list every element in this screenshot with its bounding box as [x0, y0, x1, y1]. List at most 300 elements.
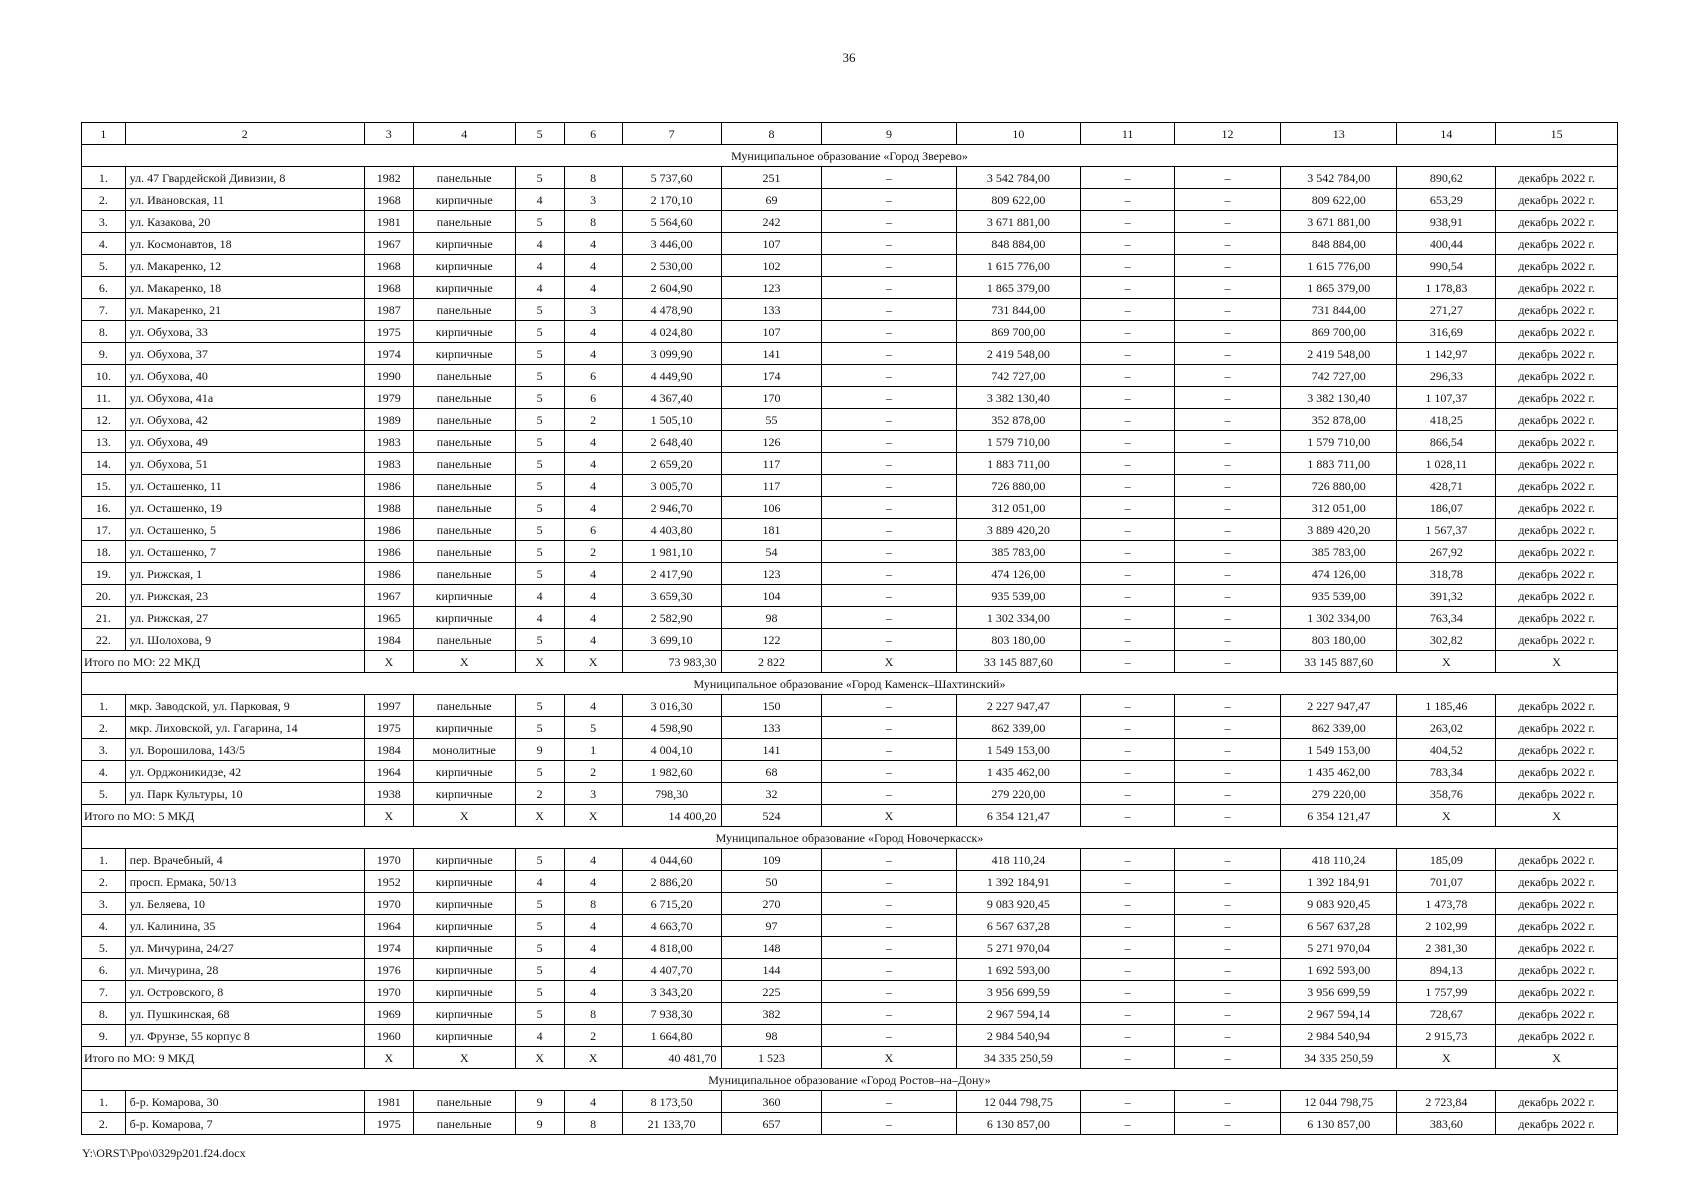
cell-col-15: декабрь 2022 г. — [1496, 453, 1618, 475]
table-row — [82, 1025, 1618, 1047]
cell-col-13: 352 878,00 — [1280, 409, 1396, 431]
total-cell-col-6: X — [564, 1047, 622, 1069]
column-header-1: 1 — [82, 123, 126, 145]
cell-col-6: 4 — [564, 431, 622, 453]
cell-col-1: 11. — [82, 387, 126, 409]
table-row — [82, 607, 1618, 629]
cell-col-7: 8 173,50 — [622, 1091, 721, 1113]
cell-col-14: 1 567,37 — [1397, 519, 1496, 541]
cell-col-14: 1 028,11 — [1397, 453, 1496, 475]
cell-col-11: – — [1081, 431, 1175, 453]
cell-col-15: декабрь 2022 г. — [1496, 871, 1618, 893]
table-row — [82, 959, 1618, 981]
cell-col-11: – — [1081, 343, 1175, 365]
total-cell-col-9: X — [822, 651, 956, 673]
cell-col-12: – — [1174, 387, 1280, 409]
cell-col-6: 4 — [564, 563, 622, 585]
cell-col-4: кирпичные — [413, 255, 515, 277]
total-cell-col-14: X — [1397, 805, 1496, 827]
cell-col-3: 1983 — [364, 453, 413, 475]
cell-col-12: – — [1174, 717, 1280, 739]
cell-col-10: 9 083 920,45 — [956, 893, 1081, 915]
cell-col-9: – — [822, 255, 956, 277]
municipality-title: Муниципальное образование «Город Каменск–Шахтинский» — [82, 673, 1618, 695]
cell-col-13: 731 844,00 — [1280, 299, 1396, 321]
cell-col-3: 1965 — [364, 607, 413, 629]
total-cell-col-7: 73 983,30 — [622, 651, 721, 673]
cell-col-14: 938,91 — [1397, 211, 1496, 233]
cell-col-10: 1 549 153,00 — [956, 739, 1081, 761]
total-row — [82, 1047, 1618, 1069]
cell-col-4: панельные — [413, 629, 515, 651]
cell-col-5: 5 — [515, 519, 564, 541]
cell-col-10: 2 984 540,94 — [956, 1025, 1081, 1047]
total-cell-col-5: X — [515, 651, 564, 673]
cell-col-11: – — [1081, 717, 1175, 739]
cell-col-10: 418 110,24 — [956, 849, 1081, 871]
cell-col-8: 68 — [721, 761, 822, 783]
cell-col-6: 4 — [564, 981, 622, 1003]
cell-col-10: 1 302 334,00 — [956, 607, 1081, 629]
column-header-3: 3 — [364, 123, 413, 145]
cell-col-2: ул. Обухова, 42 — [125, 409, 364, 431]
register-body — [82, 145, 1618, 1135]
cell-col-2: б-р. Комарова, 7 — [125, 1113, 364, 1135]
cell-col-10: 848 884,00 — [956, 233, 1081, 255]
total-cell-col-8: 524 — [721, 805, 822, 827]
cell-col-14: 418,25 — [1397, 409, 1496, 431]
cell-col-6: 3 — [564, 189, 622, 211]
cell-col-4: панельные — [413, 1091, 515, 1113]
cell-col-11: – — [1081, 981, 1175, 1003]
cell-col-15: декабрь 2022 г. — [1496, 299, 1618, 321]
cell-col-8: 657 — [721, 1113, 822, 1135]
cell-col-3: 1964 — [364, 915, 413, 937]
cell-col-11: – — [1081, 1113, 1175, 1135]
cell-col-6: 3 — [564, 299, 622, 321]
cell-col-8: 174 — [721, 365, 822, 387]
cell-col-1: 16. — [82, 497, 126, 519]
cell-col-2: ул. Обухова, 37 — [125, 343, 364, 365]
cell-col-8: 181 — [721, 519, 822, 541]
cell-col-3: 1986 — [364, 541, 413, 563]
cell-col-14: 866,54 — [1397, 431, 1496, 453]
cell-col-9: – — [822, 893, 956, 915]
cell-col-12: – — [1174, 585, 1280, 607]
cell-col-1: 15. — [82, 475, 126, 497]
table-row — [82, 519, 1618, 541]
cell-col-6: 8 — [564, 167, 622, 189]
cell-col-13: 3 382 130,40 — [1280, 387, 1396, 409]
cell-col-2: ул. Фрунзе, 55 корпус 8 — [125, 1025, 364, 1047]
cell-col-15: декабрь 2022 г. — [1496, 1003, 1618, 1025]
cell-col-10: 935 539,00 — [956, 585, 1081, 607]
cell-col-1: 10. — [82, 365, 126, 387]
cell-col-11: – — [1081, 277, 1175, 299]
cell-col-11: – — [1081, 189, 1175, 211]
cell-col-3: 1952 — [364, 871, 413, 893]
cell-col-3: 1987 — [364, 299, 413, 321]
cell-col-6: 2 — [564, 541, 622, 563]
total-cell-col-4: X — [413, 1047, 515, 1069]
cell-col-7: 3 005,70 — [622, 475, 721, 497]
cell-col-4: кирпичные — [413, 937, 515, 959]
cell-col-11: – — [1081, 409, 1175, 431]
cell-col-4: панельные — [413, 365, 515, 387]
cell-col-12: – — [1174, 1003, 1280, 1025]
cell-col-10: 1 392 184,91 — [956, 871, 1081, 893]
housing-register-table — [81, 122, 1618, 1135]
cell-col-9: – — [822, 915, 956, 937]
cell-col-11: – — [1081, 915, 1175, 937]
cell-col-9: – — [822, 783, 956, 805]
cell-col-8: 117 — [721, 453, 822, 475]
cell-col-2: ул. Рижская, 1 — [125, 563, 364, 585]
cell-col-9: – — [822, 1025, 956, 1047]
total-cell-col-15: X — [1496, 1047, 1618, 1069]
cell-col-15: декабрь 2022 г. — [1496, 981, 1618, 1003]
cell-col-9: – — [822, 849, 956, 871]
cell-col-6: 4 — [564, 695, 622, 717]
cell-col-8: 107 — [721, 321, 822, 343]
cell-col-7: 1 505,10 — [622, 409, 721, 431]
cell-col-10: 1 692 593,00 — [956, 959, 1081, 981]
total-row — [82, 805, 1618, 827]
cell-col-8: 98 — [721, 1025, 822, 1047]
cell-col-11: – — [1081, 959, 1175, 981]
cell-col-1: 19. — [82, 563, 126, 585]
cell-col-1: 7. — [82, 299, 126, 321]
cell-col-7: 2 582,90 — [622, 607, 721, 629]
cell-col-9: – — [822, 387, 956, 409]
cell-col-12: – — [1174, 959, 1280, 981]
cell-col-9: – — [822, 233, 956, 255]
table-row — [82, 761, 1618, 783]
cell-col-13: 1 615 776,00 — [1280, 255, 1396, 277]
cell-col-3: 1986 — [364, 475, 413, 497]
cell-col-14: 267,92 — [1397, 541, 1496, 563]
cell-col-14: 383,60 — [1397, 1113, 1496, 1135]
cell-col-11: – — [1081, 453, 1175, 475]
cell-col-13: 3 542 784,00 — [1280, 167, 1396, 189]
cell-col-11: – — [1081, 475, 1175, 497]
cell-col-15: декабрь 2022 г. — [1496, 343, 1618, 365]
total-cell-col-3: X — [364, 651, 413, 673]
cell-col-4: кирпичные — [413, 189, 515, 211]
cell-col-4: панельные — [413, 387, 515, 409]
cell-col-11: – — [1081, 937, 1175, 959]
table-row — [82, 585, 1618, 607]
total-cell-col-10: 34 335 250,59 — [956, 1047, 1081, 1069]
cell-col-8: 270 — [721, 893, 822, 915]
cell-col-12: – — [1174, 475, 1280, 497]
cell-col-10: 1 865 379,00 — [956, 277, 1081, 299]
cell-col-6: 4 — [564, 959, 622, 981]
cell-col-9: – — [822, 541, 956, 563]
cell-col-2: ул. Макаренко, 12 — [125, 255, 364, 277]
cell-col-13: 862 339,00 — [1280, 717, 1396, 739]
cell-col-15: декабрь 2022 г. — [1496, 167, 1618, 189]
cell-col-15: декабрь 2022 г. — [1496, 695, 1618, 717]
cell-col-6: 4 — [564, 233, 622, 255]
cell-col-7: 2 170,10 — [622, 189, 721, 211]
cell-col-7: 6 715,20 — [622, 893, 721, 915]
cell-col-6: 5 — [564, 717, 622, 739]
cell-col-1: 3. — [82, 893, 126, 915]
cell-col-13: 935 539,00 — [1280, 585, 1396, 607]
table-row — [82, 717, 1618, 739]
cell-col-11: – — [1081, 255, 1175, 277]
cell-col-13: 2 419 548,00 — [1280, 343, 1396, 365]
table-row — [82, 981, 1618, 1003]
total-cell-col-10: 33 145 887,60 — [956, 651, 1081, 673]
cell-col-14: 2 915,73 — [1397, 1025, 1496, 1047]
total-cell-col-10: 6 354 121,47 — [956, 805, 1081, 827]
cell-col-9: – — [822, 563, 956, 585]
cell-col-14: 404,52 — [1397, 739, 1496, 761]
cell-col-2: ул. 47 Гвардейской Дивизии, 8 — [125, 167, 364, 189]
cell-col-1: 1. — [82, 849, 126, 871]
column-header-6: 6 — [564, 123, 622, 145]
cell-col-5: 5 — [515, 321, 564, 343]
cell-col-13: 1 302 334,00 — [1280, 607, 1396, 629]
cell-col-1: 5. — [82, 937, 126, 959]
cell-col-8: 106 — [721, 497, 822, 519]
cell-col-5: 2 — [515, 783, 564, 805]
cell-col-4: кирпичные — [413, 959, 515, 981]
cell-col-1: 21. — [82, 607, 126, 629]
cell-col-11: – — [1081, 541, 1175, 563]
cell-col-11: – — [1081, 1091, 1175, 1113]
cell-col-11: – — [1081, 497, 1175, 519]
cell-col-13: 1 883 711,00 — [1280, 453, 1396, 475]
cell-col-3: 1969 — [364, 1003, 413, 1025]
cell-col-3: 1974 — [364, 937, 413, 959]
cell-col-13: 1 549 153,00 — [1280, 739, 1396, 761]
cell-col-5: 5 — [515, 959, 564, 981]
cell-col-2: ул. Орджоникидзе, 42 — [125, 761, 364, 783]
cell-col-3: 1988 — [364, 497, 413, 519]
cell-col-11: – — [1081, 783, 1175, 805]
column-header-8: 8 — [721, 123, 822, 145]
cell-col-2: мкр. Лиховской, ул. Гагарина, 14 — [125, 717, 364, 739]
table-row — [82, 343, 1618, 365]
cell-col-7: 2 946,70 — [622, 497, 721, 519]
table-row — [82, 453, 1618, 475]
cell-col-3: 1968 — [364, 255, 413, 277]
cell-col-12: – — [1174, 1091, 1280, 1113]
cell-col-3: 1984 — [364, 629, 413, 651]
cell-col-7: 4 367,40 — [622, 387, 721, 409]
total-cell-col-13: 34 335 250,59 — [1280, 1047, 1396, 1069]
cell-col-8: 104 — [721, 585, 822, 607]
page-number: 36 — [842, 50, 856, 65]
cell-col-5: 5 — [515, 387, 564, 409]
cell-col-7: 4 478,90 — [622, 299, 721, 321]
column-header-12: 12 — [1174, 123, 1280, 145]
cell-col-1: 7. — [82, 981, 126, 1003]
cell-col-14: 1 757,99 — [1397, 981, 1496, 1003]
cell-col-15: декабрь 2022 г. — [1496, 321, 1618, 343]
cell-col-3: 1975 — [364, 717, 413, 739]
total-cell-col-5: X — [515, 1047, 564, 1069]
column-number-header — [82, 123, 1618, 145]
column-header-9: 9 — [822, 123, 956, 145]
cell-col-2: ул. Осташенко, 19 — [125, 497, 364, 519]
cell-col-14: 653,29 — [1397, 189, 1496, 211]
cell-col-9: – — [822, 717, 956, 739]
cell-col-1: 4. — [82, 233, 126, 255]
document-path: Y:\ORST\Ppo\0329p201.f24.docx — [82, 1146, 246, 1160]
cell-col-4: панельные — [413, 519, 515, 541]
cell-col-4: панельные — [413, 695, 515, 717]
cell-col-11: – — [1081, 321, 1175, 343]
cell-col-5: 5 — [515, 541, 564, 563]
cell-col-1: 18. — [82, 541, 126, 563]
cell-col-9: – — [822, 211, 956, 233]
cell-col-8: 98 — [721, 607, 822, 629]
total-label: Итого по МО: 5 МКД — [82, 805, 365, 827]
cell-col-12: – — [1174, 849, 1280, 871]
cell-col-15: декабрь 2022 г. — [1496, 937, 1618, 959]
cell-col-7: 3 659,30 — [622, 585, 721, 607]
table-row — [82, 321, 1618, 343]
table-row — [82, 1113, 1618, 1135]
cell-col-10: 12 044 798,75 — [956, 1091, 1081, 1113]
municipality-title: Муниципальное образование «Город Новочеркасск» — [82, 827, 1618, 849]
cell-col-3: 1970 — [364, 849, 413, 871]
table-row — [82, 937, 1618, 959]
cell-col-13: 809 622,00 — [1280, 189, 1396, 211]
cell-col-14: 990,54 — [1397, 255, 1496, 277]
cell-col-12: – — [1174, 541, 1280, 563]
cell-col-11: – — [1081, 849, 1175, 871]
cell-col-9: – — [822, 475, 956, 497]
total-cell-col-11: – — [1081, 1047, 1175, 1069]
cell-col-13: 9 083 920,45 — [1280, 893, 1396, 915]
table-row — [82, 871, 1618, 893]
cell-col-15: декабрь 2022 г. — [1496, 915, 1618, 937]
cell-col-5: 5 — [515, 453, 564, 475]
cell-col-15: декабрь 2022 г. — [1496, 475, 1618, 497]
cell-col-1: 17. — [82, 519, 126, 541]
cell-col-2: ул. Осташенко, 7 — [125, 541, 364, 563]
cell-col-10: 3 671 881,00 — [956, 211, 1081, 233]
cell-col-3: 1982 — [364, 167, 413, 189]
cell-col-13: 418 110,24 — [1280, 849, 1396, 871]
cell-col-1: 1. — [82, 1091, 126, 1113]
cell-col-10: 1 615 776,00 — [956, 255, 1081, 277]
cell-col-8: 133 — [721, 299, 822, 321]
cell-col-7: 4 024,80 — [622, 321, 721, 343]
cell-col-12: – — [1174, 497, 1280, 519]
cell-col-15: декабрь 2022 г. — [1496, 233, 1618, 255]
cell-col-5: 5 — [515, 299, 564, 321]
cell-col-12: – — [1174, 563, 1280, 585]
cell-col-2: мкр. Заводской, ул. Парковая, 9 — [125, 695, 364, 717]
table-row — [82, 255, 1618, 277]
cell-col-14: 271,27 — [1397, 299, 1496, 321]
cell-col-12: – — [1174, 607, 1280, 629]
cell-col-6: 1 — [564, 739, 622, 761]
cell-col-6: 4 — [564, 629, 622, 651]
cell-col-8: 360 — [721, 1091, 822, 1113]
cell-col-5: 9 — [515, 1113, 564, 1135]
cell-col-10: 1 883 711,00 — [956, 453, 1081, 475]
cell-col-8: 141 — [721, 739, 822, 761]
cell-col-4: панельные — [413, 211, 515, 233]
total-cell-col-3: X — [364, 1047, 413, 1069]
cell-col-12: – — [1174, 277, 1280, 299]
cell-col-14: 894,13 — [1397, 959, 1496, 981]
cell-col-6: 4 — [564, 871, 622, 893]
cell-col-15: декабрь 2022 г. — [1496, 607, 1618, 629]
cell-col-2: ул. Шолохова, 9 — [125, 629, 364, 651]
cell-col-6: 4 — [564, 343, 622, 365]
cell-col-6: 2 — [564, 409, 622, 431]
cell-col-15: декабрь 2022 г. — [1496, 893, 1618, 915]
cell-col-1: 9. — [82, 343, 126, 365]
cell-col-8: 117 — [721, 475, 822, 497]
cell-col-12: – — [1174, 871, 1280, 893]
cell-col-10: 6 567 637,28 — [956, 915, 1081, 937]
cell-col-3: 1984 — [364, 739, 413, 761]
cell-col-15: декабрь 2022 г. — [1496, 585, 1618, 607]
cell-col-2: ул. Казакова, 20 — [125, 211, 364, 233]
cell-col-14: 2 102,99 — [1397, 915, 1496, 937]
cell-col-12: – — [1174, 519, 1280, 541]
cell-col-9: – — [822, 167, 956, 189]
cell-col-1: 2. — [82, 871, 126, 893]
section-title-row — [82, 1069, 1618, 1091]
cell-col-13: 742 727,00 — [1280, 365, 1396, 387]
total-cell-col-9: X — [822, 805, 956, 827]
cell-col-9: – — [822, 739, 956, 761]
cell-col-4: панельные — [413, 1113, 515, 1135]
cell-col-9: – — [822, 409, 956, 431]
cell-col-10: 474 126,00 — [956, 563, 1081, 585]
cell-col-6: 4 — [564, 849, 622, 871]
cell-col-11: – — [1081, 233, 1175, 255]
cell-col-14: 1 473,78 — [1397, 893, 1496, 915]
cell-col-8: 148 — [721, 937, 822, 959]
cell-col-11: – — [1081, 387, 1175, 409]
cell-col-3: 1974 — [364, 343, 413, 365]
cell-col-12: – — [1174, 409, 1280, 431]
cell-col-3: 1989 — [364, 409, 413, 431]
cell-col-14: 1 178,83 — [1397, 277, 1496, 299]
cell-col-14: 185,09 — [1397, 849, 1496, 871]
cell-col-11: – — [1081, 365, 1175, 387]
cell-col-5: 4 — [515, 1025, 564, 1047]
cell-col-6: 6 — [564, 519, 622, 541]
cell-col-4: кирпичные — [413, 585, 515, 607]
cell-col-7: 5 564,60 — [622, 211, 721, 233]
total-cell-col-6: X — [564, 651, 622, 673]
cell-col-5: 5 — [515, 431, 564, 453]
table-row — [82, 915, 1618, 937]
table-row — [82, 1003, 1618, 1025]
cell-col-13: 2 967 594,14 — [1280, 1003, 1396, 1025]
total-label: Итого по МО: 22 МКД — [82, 651, 365, 673]
cell-col-15: декабрь 2022 г. — [1496, 563, 1618, 585]
cell-col-8: 107 — [721, 233, 822, 255]
cell-col-3: 1975 — [364, 1113, 413, 1135]
cell-col-12: – — [1174, 937, 1280, 959]
cell-col-1: 1. — [82, 695, 126, 717]
cell-col-1: 2. — [82, 717, 126, 739]
cell-col-1: 6. — [82, 959, 126, 981]
